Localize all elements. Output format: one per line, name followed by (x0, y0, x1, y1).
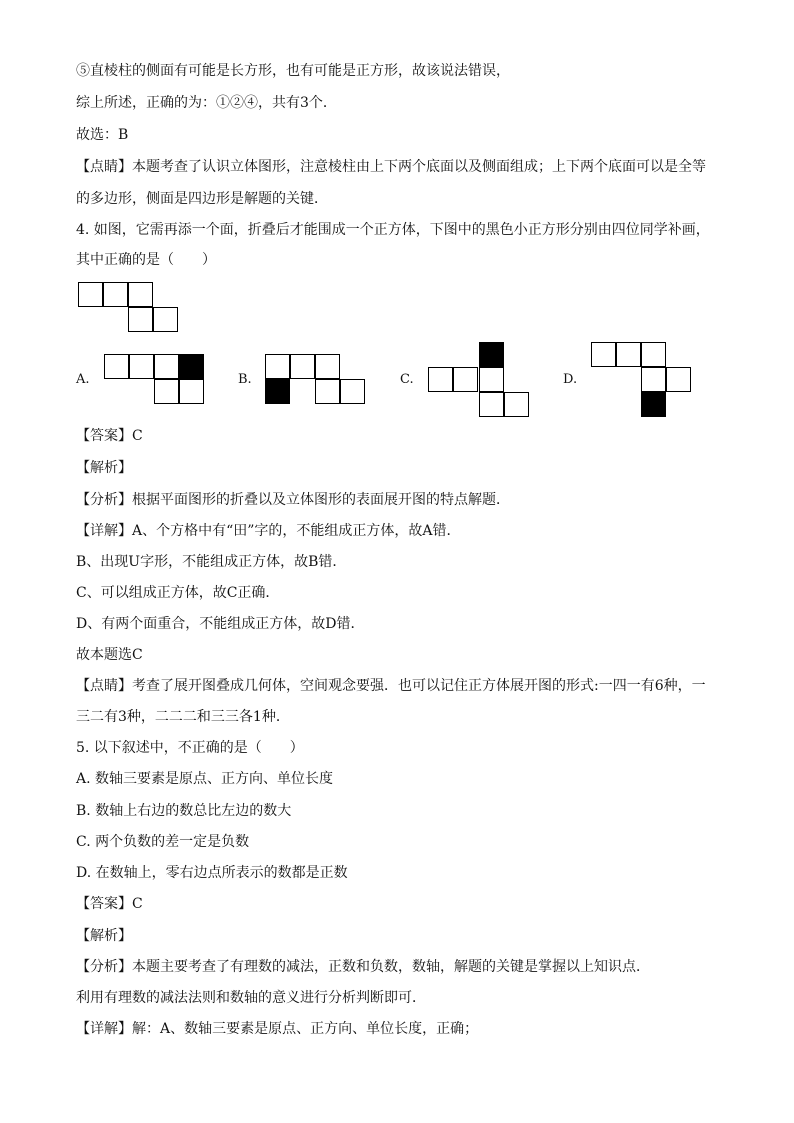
text-line: B、出现U字形，不能组成正方体，故B错． (76, 554, 347, 570)
analysis-label: 【解析】 (76, 460, 132, 476)
text-line: 【分析】本题主要考查了有理数的减法，正数和负数，数轴，解题的关键是掌握以上知识点． (76, 959, 650, 975)
text-line: ⑤直棱柱的侧面有可能是长方形，也有可能是正方形，故该说法错误， (76, 63, 510, 79)
option-c-label: C. (400, 372, 414, 387)
question-4-stem-cont: 其中正确的是（ ） (76, 252, 216, 268)
option-a-label: A. (76, 372, 90, 387)
text-line: 【点睛】本题考查了认识立体图形，注意棱柱由上下两个底面以及侧面组成；上下两个底面可以是全等 (76, 159, 706, 175)
text-line: 三二有3种，二二二和三三各1种． (76, 709, 290, 725)
text-line: 的多边形，侧面是四边形是解题的关键． (76, 191, 328, 207)
question-5-stem: 5. 以下叙述中，不正确的是（ ） (76, 740, 304, 756)
q5-option-b: B. 数轴上右边的数总比左边的数大 (76, 803, 292, 819)
q5-option-d: D. 在数轴上，零右边点所表示的数都是正数 (76, 865, 348, 881)
analysis-label: 【解析】 (76, 928, 132, 944)
question-4-stem: 4. 如图，它需再添一个面，折叠后才能围成一个正方体，下图中的黑色小正方形分别由四位同学补画， (76, 222, 710, 238)
option-d-label: D. (563, 372, 578, 387)
text-line: 利用有理数的减法法则和数轴的意义进行分析判断即可． (76, 990, 426, 1006)
text-line: 【详解】A、个方格中有“田”字的，不能组成正方体，故A错． (76, 523, 461, 539)
text-line: 【分析】根据平面图形的折叠以及立体图形的表面展开图的特点解题． (76, 492, 510, 508)
text-line: D、有两个面重合，不能组成正方体，故D错． (76, 616, 365, 632)
text-line: 故选：B (76, 127, 129, 143)
option-b-label: B. (238, 372, 252, 387)
text-line: C、可以组成正方体，故C正确． (76, 585, 280, 601)
q5-option-a: A. 数轴三要素是原点、正方向、单位长度 (76, 771, 334, 787)
text-line: 【点睛】考查了展开图叠成几何体，空间观念要强．也可以记住正方体展开图的形式:一四一有6种，一 (76, 678, 706, 694)
text-line: 故本题选C (76, 647, 143, 663)
q5-option-c: C. 两个负数的差一定是负数 (76, 834, 250, 850)
answer-label: 【答案】C (76, 428, 143, 444)
text-line: 综上所述，正确的为：①②④，共有3个． (76, 95, 337, 111)
text-line: 【详解】解：A、数轴三要素是原点、正方向、单位长度，正确； (76, 1021, 479, 1037)
answer-label: 【答案】C (76, 896, 143, 912)
